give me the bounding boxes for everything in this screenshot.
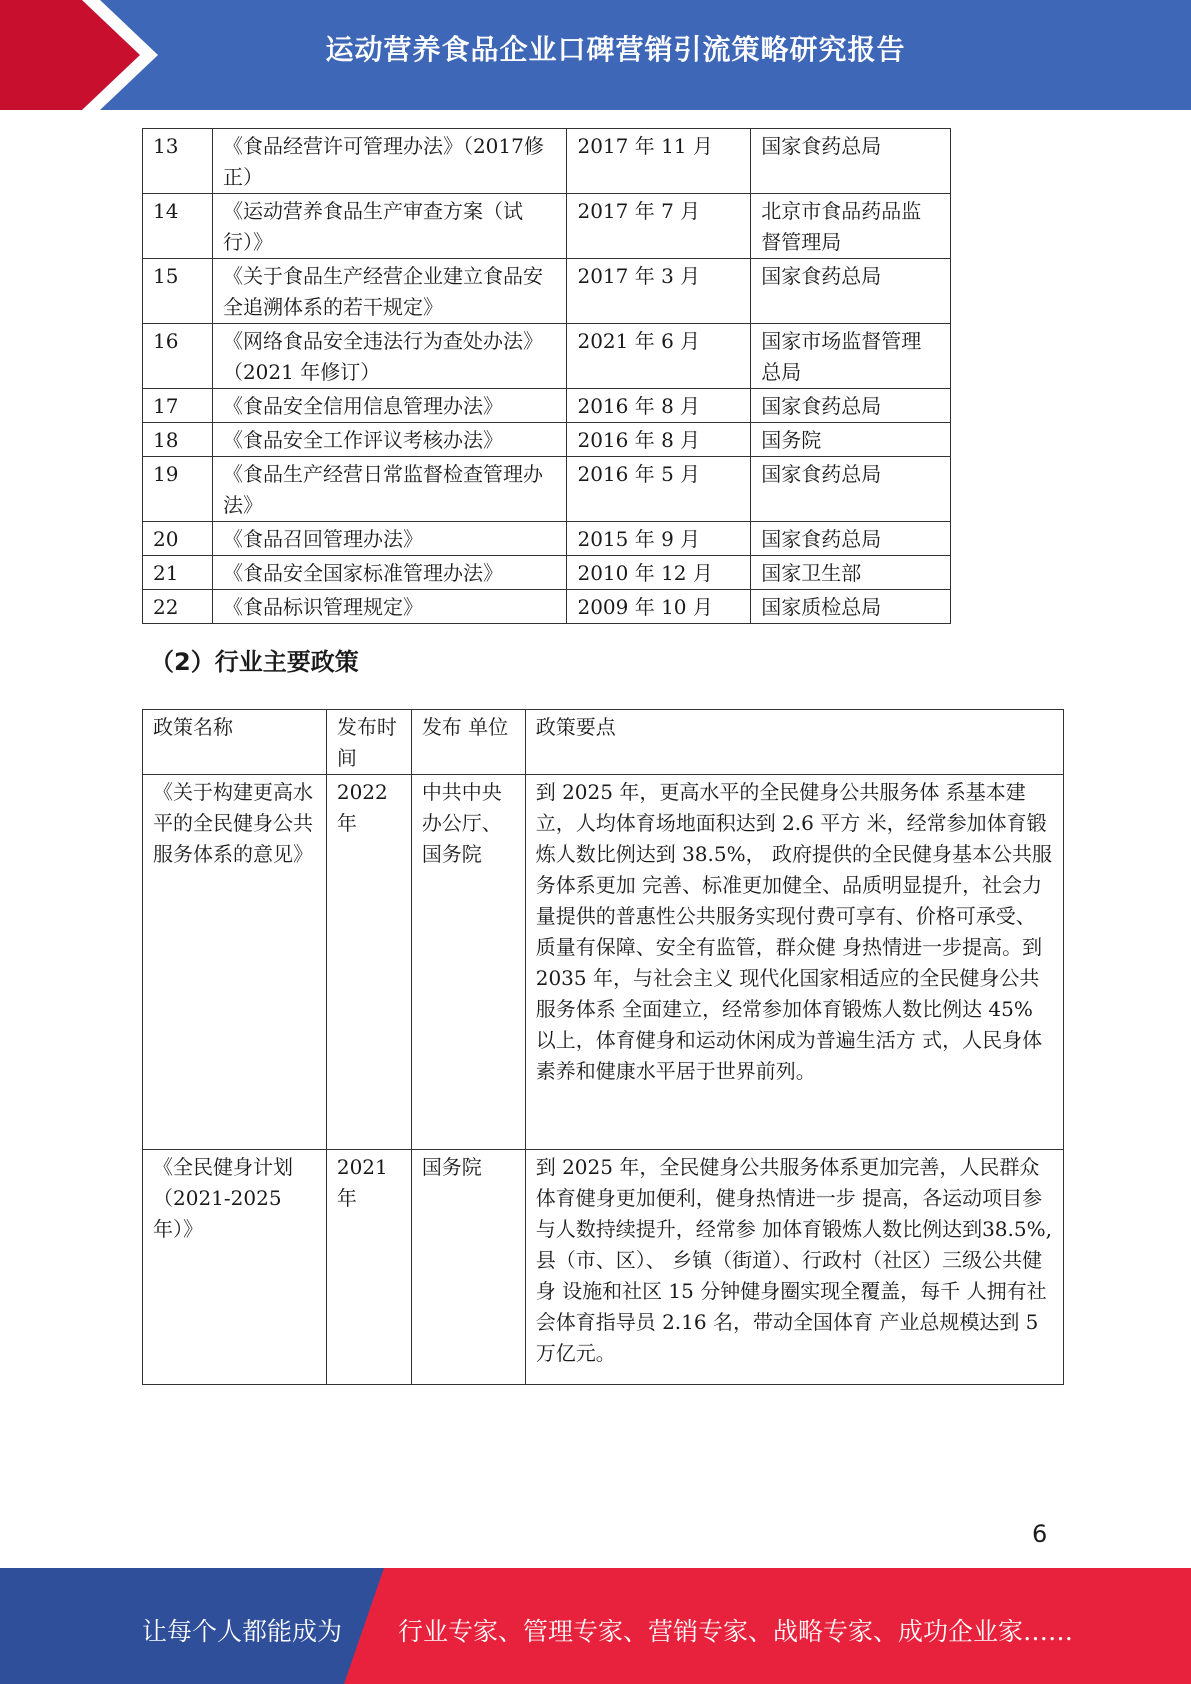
- row-number: 17: [143, 389, 213, 423]
- issue-date: 2021 年 6 月: [567, 324, 751, 389]
- table-row: [143, 129, 951, 194]
- page-header: [0, 0, 1191, 110]
- row-number: 18: [143, 423, 213, 457]
- regulation-name: 《食品生产经营日常监督检查管理办法》: [212, 457, 567, 522]
- row-number: 13: [143, 129, 213, 194]
- issue-date: 2016 年 8 月: [567, 423, 751, 457]
- issuing-authority: 国务院: [751, 423, 951, 457]
- regulation-name: 《食品召回管理办法》: [212, 522, 567, 556]
- issuing-authority: 国家卫生部: [751, 556, 951, 590]
- page-footer: [0, 1568, 1191, 1684]
- issue-date: 2016 年 5 月: [567, 457, 751, 522]
- issuing-authority: 国家食药总局: [751, 129, 951, 194]
- header-release-time: 发布时间: [326, 710, 411, 775]
- regulation-name: 《食品标识管理规定》: [212, 590, 567, 624]
- page-number: 6: [1032, 1520, 1048, 1548]
- row-number: 22: [143, 590, 213, 624]
- row-number: 14: [143, 194, 213, 259]
- regulation-name: 《食品安全工作评议考核办法》: [212, 423, 567, 457]
- issuing-authority: 国家食药总局: [751, 389, 951, 423]
- table-row: [143, 556, 951, 590]
- table-row: [143, 1150, 1064, 1385]
- regulation-name: 《食品安全国家标准管理办法》: [212, 556, 567, 590]
- table-row: [143, 423, 951, 457]
- table-row: [143, 324, 951, 389]
- footer-slogan-right: 行业专家、管理专家、营销专家、战略专家、成功企业家……: [398, 1617, 1074, 1646]
- policy-name: 《关于构建更高水平的全民健身公共服务体系的意见》: [143, 775, 327, 1150]
- table-row: [143, 389, 951, 423]
- table-row: [143, 590, 951, 624]
- row-number: 19: [143, 457, 213, 522]
- table-row: [143, 194, 951, 259]
- row-number: 16: [143, 324, 213, 389]
- table-row: [143, 522, 951, 556]
- table-row: [143, 457, 951, 522]
- issue-date: 2017 年 11 月: [567, 129, 751, 194]
- policy-table: [142, 709, 1064, 1385]
- release-unit: 中共中央办公厅、国务院: [411, 775, 525, 1150]
- table-row: [143, 259, 951, 324]
- header-key-points: 政策要点: [525, 710, 1063, 775]
- release-unit: 国务院: [411, 1150, 525, 1385]
- header-policy-name: 政策名称: [143, 710, 327, 775]
- regulation-name: 《网络食品安全违法行为查处办法》 （2021 年修订）: [212, 324, 567, 389]
- issuing-authority: 国家食药总局: [751, 259, 951, 324]
- report-title: 运动营养食品企业口碑营销引流策略研究报告: [325, 33, 906, 66]
- issuing-authority: 北京市食品药品监督管理局: [751, 194, 951, 259]
- issue-date: 2009 年 10 月: [567, 590, 751, 624]
- issuing-authority: 国家食药总局: [751, 522, 951, 556]
- row-number: 15: [143, 259, 213, 324]
- footer-slogan-left: 让每个人都能成为: [142, 1617, 343, 1646]
- header-release-unit: 发布 单位: [411, 710, 525, 775]
- issue-date: 2017 年 7 月: [567, 194, 751, 259]
- issue-date: 2015 年 9 月: [567, 522, 751, 556]
- key-points: 到 2025 年，更高水平的全民健身公共服务体 系基本建立，人均体育场地面积达到 2.6 平方 米，经常参加体育锻炼人数比例达到 38.5%， 政府提供的全民健身基本公共服务体系更加 完善、标准更加健全、品质明显提升，社会力 量提供的普惠性公共服务实现付费可享有、价格可承受、质量有保障、安全有监管，群众健 身热情进一步提高。到 2035 年，与社会主义 现代化国家相适应的全民健身公共服务体系 全面建立，经常参加体育锻炼人数比例达 45% 以上，体育健身和运动休闲成为普遍生活方 式，人民身体素养和健康水平居于世界前列。: [525, 775, 1063, 1150]
- issuing-authority: 国家市场监督管理总局: [751, 324, 951, 389]
- issue-date: 2010 年 12 月: [567, 556, 751, 590]
- policy-name: 《全民健身计划（2021-2025年）》: [143, 1150, 327, 1385]
- regulation-name: 《运动营养食品生产审查方案（试行）》: [212, 194, 567, 259]
- table-header-row: [143, 710, 1064, 775]
- regulation-name: 《食品安全信用信息管理办法》: [212, 389, 567, 423]
- row-number: 21: [143, 556, 213, 590]
- regulations-table: [142, 128, 951, 624]
- table-row: [143, 775, 1064, 1150]
- regulation-name: 《食品经营许可管理办法》（2017修正）: [212, 129, 567, 194]
- section-heading: （2）行业主要政策: [150, 648, 359, 676]
- issue-date: 2016 年 8 月: [567, 389, 751, 423]
- release-time: 2021 年: [326, 1150, 411, 1385]
- regulation-name: 《关于食品生产经营企业建立食品安全追溯体系的若干规定》: [212, 259, 567, 324]
- issuing-authority: 国家质检总局: [751, 590, 951, 624]
- key-points: 到 2025 年，全民健身公共服务体系更加完善，人民群众体育健身更加便利，健身热情进一步 提高，各运动项目参与人数持续提升，经常参 加体育锻炼人数比例达到38.5%,县（市、区）、 乡镇（街道）、行政村（社区）三级公共健身 设施和社区 15 分钟健身圈实现全覆盖，每千 人拥有社会体育指导员 2.16 名，带动全国体育 产业总规模达到 5 万亿元。: [525, 1150, 1063, 1385]
- issue-date: 2017 年 3 月: [567, 259, 751, 324]
- issuing-authority: 国家食药总局: [751, 457, 951, 522]
- row-number: 20: [143, 522, 213, 556]
- release-time: 2022 年: [326, 775, 411, 1150]
